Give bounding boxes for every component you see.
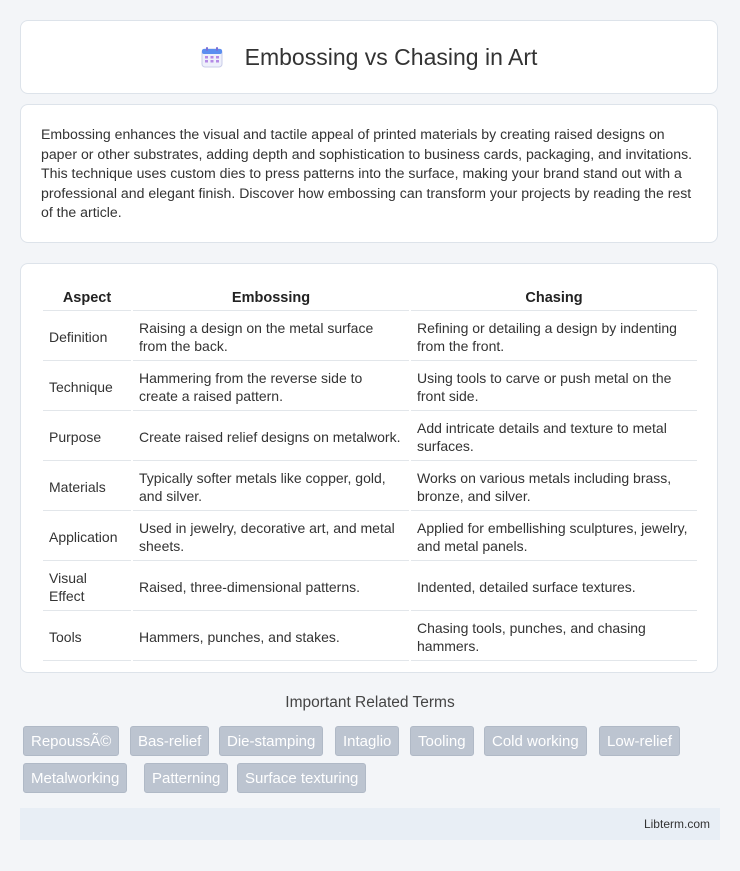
chasing-cell: Works on various metals including brass, bronze, and silver.: [411, 463, 697, 511]
chasing-cell: Using tools to carve or push metal on the front side.: [411, 363, 697, 411]
header-aspect: Aspect: [43, 286, 131, 311]
embossing-cell: Hammers, punches, and stakes.: [133, 613, 409, 661]
tag-tooling[interactable]: Tooling: [410, 726, 474, 756]
embossing-cell: Create raised relief designs on metalwork.: [133, 413, 409, 461]
table-row: [43, 613, 697, 661]
chasing-cell: Indented, detailed surface textures.: [411, 563, 697, 611]
intro-card: [20, 104, 718, 243]
embossing-cell: Raised, three-dimensional patterns.: [133, 563, 409, 611]
footer-site-link[interactable]: Libterm.com: [643, 817, 710, 831]
embossing-cell: Hammering from the reverse side to create a raised pattern.: [133, 363, 409, 411]
comparison-table-card: [20, 263, 718, 673]
aspect-cell: Purpose: [43, 413, 131, 461]
table-row: [43, 363, 697, 411]
tag-cold-working[interactable]: Cold working: [484, 726, 587, 756]
table-row: [43, 313, 697, 361]
aspect-cell: Materials: [43, 463, 131, 511]
chasing-cell: Add intricate details and texture to metal surfaces.: [411, 413, 697, 461]
aspect-cell: Definition: [43, 313, 131, 361]
page-title: Embossing vs Chasing in Art: [244, 43, 538, 70]
embossing-cell: Raising a design on the metal surface from the back.: [133, 313, 409, 361]
calendar-icon: [201, 46, 223, 68]
aspect-cell: Visual Effect: [43, 563, 131, 611]
embossing-cell: Used in jewelry, decorative art, and metal sheets.: [133, 513, 409, 561]
tag-die-stamping[interactable]: Die-stamping: [219, 726, 323, 756]
embossing-cell: Typically softer metals like copper, gold, and silver.: [133, 463, 409, 511]
tag-repousse[interactable]: RepoussÃ©: [23, 726, 119, 756]
aspect-cell: Technique: [43, 363, 131, 411]
header-card: [20, 20, 718, 94]
tag-metalworking[interactable]: Metalworking: [23, 763, 127, 793]
tag-intaglio[interactable]: Intaglio: [335, 726, 399, 756]
table-row: [43, 563, 697, 611]
chasing-cell: Refining or detailing a design by indenting from the front.: [411, 313, 697, 361]
tag-patterning[interactable]: Patterning: [144, 763, 228, 793]
intro-paragraph: Embossing enhances the visual and tactile appeal of printed materials by creating raised designs on paper or other substrates, adding depth and sophistication to business cards, packaging, and invitations. This technique uses custom dies to press patterns into the surface, making your brand stand out with a professional and elegant finish. Discover how embossing can transform your projects by reading the rest of the article.: [41, 126, 693, 221]
related-terms-title: Important Related Terms: [285, 694, 455, 711]
chasing-cell: Applied for embellishing sculptures, jewelry, and metal panels.: [411, 513, 697, 561]
comparison-table: [41, 284, 699, 663]
tag-low-relief[interactable]: Low-relief: [599, 726, 680, 756]
header-chasing: Chasing: [411, 286, 697, 311]
aspect-cell: Tools: [43, 613, 131, 661]
tag-surface-texturing[interactable]: Surface texturing: [237, 763, 366, 793]
tag-bas-relief[interactable]: Bas-relief: [130, 726, 209, 756]
aspect-cell: Application: [43, 513, 131, 561]
header-embossing: Embossing: [133, 286, 409, 311]
table-row: [43, 413, 697, 461]
table-row: [43, 513, 697, 561]
table-row: [43, 463, 697, 511]
chasing-cell: Chasing tools, punches, and chasing hammers.: [411, 613, 697, 661]
footer: [20, 808, 720, 840]
